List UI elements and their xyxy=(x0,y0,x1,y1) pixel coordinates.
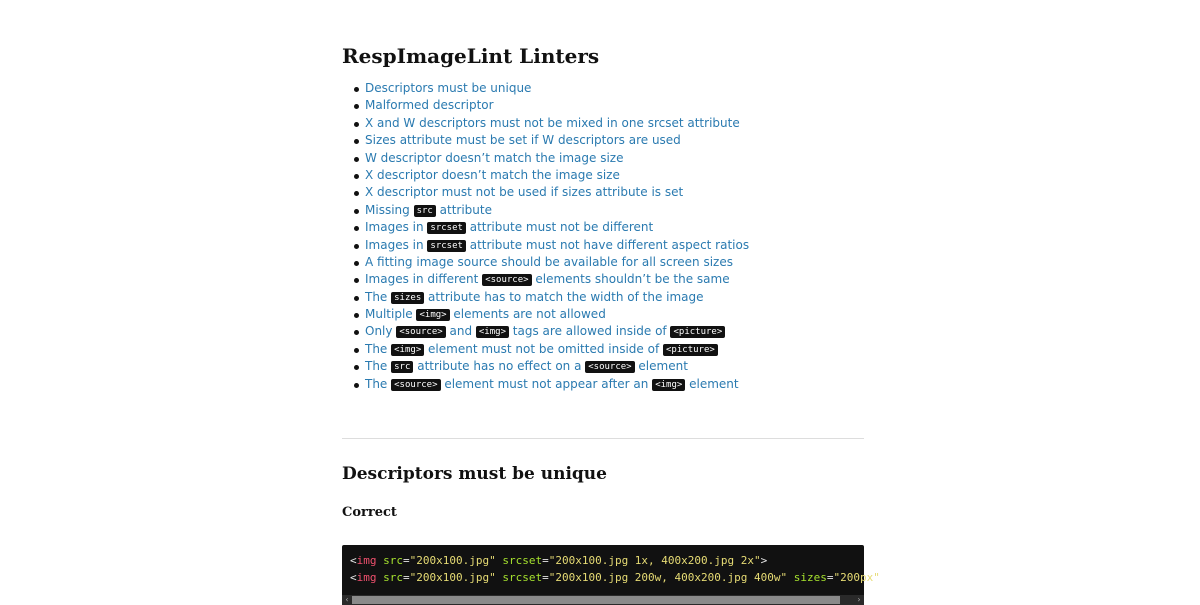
linter-text: Images in xyxy=(365,237,428,252)
code-token: "200x100.jpg 1x, 400x200.jpg 2x" xyxy=(548,554,761,567)
inline-code: <picture> xyxy=(663,344,718,356)
linter-item xyxy=(365,271,885,288)
section-divider xyxy=(342,438,864,439)
linter-text: element must not appear after an xyxy=(440,376,653,391)
linter-text: The xyxy=(365,341,392,356)
linter-text: Images in different xyxy=(365,272,483,287)
inline-code: <img> xyxy=(391,344,424,356)
linter-link[interactable] xyxy=(365,168,620,182)
linter-item xyxy=(365,132,885,149)
linter-text: Missing xyxy=(365,202,414,217)
linter-link[interactable] xyxy=(365,98,494,112)
linter-item xyxy=(365,376,885,393)
linter-text: W descriptor doesn’t match the image size xyxy=(365,150,624,165)
linter-item xyxy=(365,323,885,340)
linter-text: X descriptor doesn’t match the image size xyxy=(365,167,620,182)
linter-text: Descriptors must be unique xyxy=(365,81,532,95)
code-token: img xyxy=(356,554,377,567)
linter-link[interactable] xyxy=(365,151,623,165)
inline-code: srcset xyxy=(427,240,466,252)
linter-link[interactable] xyxy=(365,359,688,373)
code-token: < xyxy=(350,554,357,567)
section-subtitle: Correct xyxy=(342,505,397,520)
linter-item xyxy=(365,306,885,323)
linter-text: The xyxy=(365,359,392,374)
page-title: RespImageLint Linters xyxy=(342,44,600,68)
inline-code: <source> xyxy=(396,326,445,338)
linter-link[interactable] xyxy=(365,220,653,234)
linter-text: attribute has no effect on a xyxy=(413,359,586,374)
linter-item xyxy=(365,254,885,271)
linter-text: X descriptor must not be used if sizes attribute is set xyxy=(365,185,684,200)
code-token: = xyxy=(542,554,549,567)
linter-text: attribute xyxy=(435,202,492,217)
inline-code: <source> xyxy=(391,379,440,391)
code-token: = xyxy=(542,571,549,584)
inline-code: src xyxy=(391,361,413,373)
linter-item xyxy=(365,202,885,219)
linter-link[interactable] xyxy=(365,116,740,130)
linter-text: The xyxy=(365,289,392,304)
linter-item xyxy=(365,97,885,114)
linter-text: element xyxy=(634,359,688,374)
code-token: < xyxy=(350,571,357,584)
code-token: "200px" xyxy=(833,571,880,584)
code-token: = xyxy=(403,571,410,584)
inline-code: <img> xyxy=(652,379,685,391)
linter-list xyxy=(342,80,885,393)
linter-item xyxy=(365,219,885,236)
code-token: srcset xyxy=(502,571,543,584)
section-title: Descriptors must be unique xyxy=(342,464,607,484)
linter-text: element xyxy=(685,376,739,391)
code-token: "200x100.jpg 200w, 400x200.jpg 400w" xyxy=(548,571,788,584)
linter-text: Images in xyxy=(365,220,428,235)
code-token: = xyxy=(826,571,834,584)
linter-item xyxy=(365,237,885,254)
linter-text: elements shouldn’t be the same xyxy=(531,272,730,287)
linter-link[interactable] xyxy=(365,307,606,321)
inline-code: <source> xyxy=(585,361,634,373)
inline-code: <picture> xyxy=(670,326,725,338)
linter-link[interactable] xyxy=(365,133,681,147)
inline-code: src xyxy=(414,205,436,217)
linter-link[interactable] xyxy=(365,342,718,356)
linter-item xyxy=(365,289,885,306)
scroll-right-icon[interactable]: › xyxy=(857,595,861,604)
code-example[interactable] xyxy=(342,545,880,605)
inline-code: <source> xyxy=(482,274,531,286)
linter-text: A fitting image source should be available for all screen sizes xyxy=(365,254,733,269)
linter-text: tags are allowed inside of xyxy=(508,324,671,339)
code-token: src xyxy=(383,554,403,567)
code-token: > xyxy=(760,554,768,567)
code-token: = xyxy=(403,554,410,567)
linter-text: attribute has to match the width of the image xyxy=(424,289,704,304)
linter-text: Malformed descriptor xyxy=(365,98,494,113)
code-token: sizes xyxy=(793,571,827,584)
linter-link[interactable] xyxy=(365,324,725,338)
linter-text: attribute must not have different aspect ratios xyxy=(465,237,750,252)
code-token: "200x100.jpg" xyxy=(409,571,496,584)
linter-text: Sizes attribute must be set if W descriptors are used xyxy=(365,133,681,148)
linter-link[interactable] xyxy=(365,81,531,95)
linter-item xyxy=(365,115,885,132)
linter-item xyxy=(365,150,885,167)
code-token: srcset xyxy=(502,554,543,567)
code-token: "200x100.jpg" xyxy=(409,554,496,567)
linter-text: attribute must not be different xyxy=(465,220,654,235)
code-token: img xyxy=(356,571,377,584)
inline-code: <img> xyxy=(476,326,509,338)
linter-link[interactable] xyxy=(365,203,492,217)
code-scrollbar[interactable] xyxy=(342,595,864,605)
linter-link[interactable] xyxy=(365,255,733,269)
linter-item xyxy=(365,80,885,97)
code-token: src xyxy=(383,571,403,584)
linter-text: Multiple xyxy=(365,307,417,322)
linter-text: X and W descriptors must not be mixed in one srcset attribute xyxy=(365,115,740,130)
scroll-left-icon[interactable]: ‹ xyxy=(345,595,349,604)
inline-code: srcset xyxy=(427,222,466,234)
linter-text: The xyxy=(365,376,392,391)
linter-text: element must not be omitted inside of xyxy=(424,341,664,356)
linter-item xyxy=(365,167,885,184)
linter-link[interactable] xyxy=(365,185,683,199)
linter-text: and xyxy=(445,324,476,339)
linter-item xyxy=(365,341,885,358)
code-token xyxy=(787,571,794,584)
linter-item xyxy=(365,184,885,201)
linter-text: elements are not allowed xyxy=(449,307,606,322)
linter-text: Only xyxy=(365,324,397,339)
inline-code: sizes xyxy=(391,292,424,304)
linter-link[interactable] xyxy=(365,290,704,304)
linter-link[interactable] xyxy=(365,238,749,252)
linter-item xyxy=(365,358,885,375)
scroll-thumb[interactable] xyxy=(352,596,840,604)
linter-link[interactable] xyxy=(365,377,739,391)
inline-code: <img> xyxy=(416,309,449,321)
code-pre xyxy=(342,545,880,593)
linter-link[interactable] xyxy=(365,272,730,286)
